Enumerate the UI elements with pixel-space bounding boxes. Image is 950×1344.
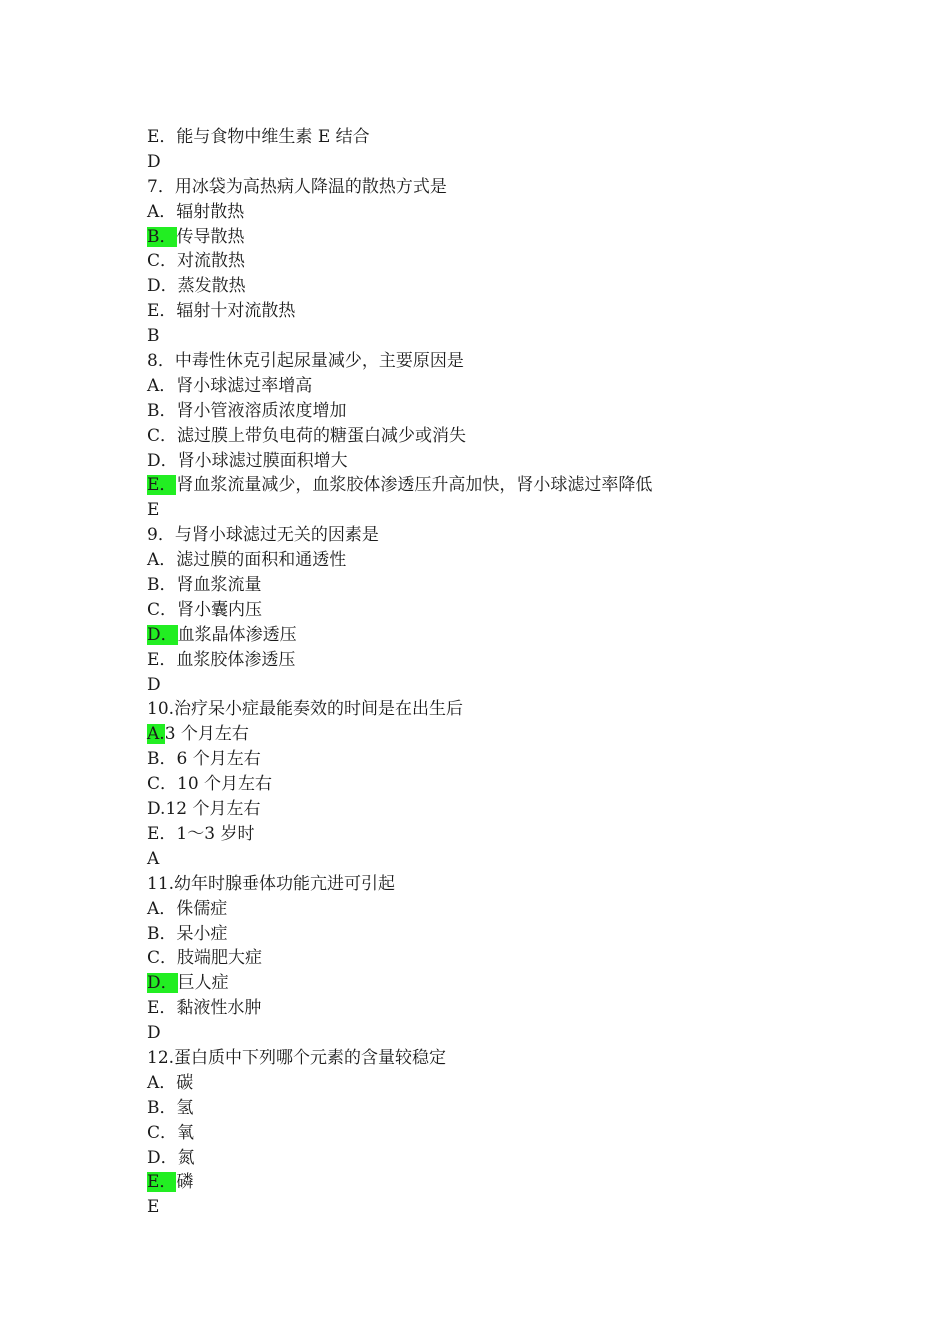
line-text: 用冰袋为高热病人降温的散热方式是 bbox=[174, 176, 447, 197]
line-text: 侏儒症 bbox=[176, 898, 228, 919]
question-line bbox=[147, 648, 907, 673]
option-marker: C． bbox=[147, 251, 178, 272]
highlighted-option-marker: E． bbox=[147, 1172, 177, 1193]
option-marker: B． bbox=[147, 400, 177, 421]
line-text: 辐射散热 bbox=[176, 201, 245, 222]
answer-line bbox=[147, 150, 907, 175]
question-line bbox=[147, 747, 907, 772]
option-marker: A． bbox=[147, 1072, 177, 1093]
option-marker: A． bbox=[147, 201, 177, 222]
line-text: A bbox=[147, 848, 160, 869]
line-text: 1～3 岁时 bbox=[176, 823, 255, 844]
line-text: 蒸发散热 bbox=[177, 276, 246, 297]
option-marker: E． bbox=[147, 301, 177, 322]
highlighted-option-marker: E． bbox=[147, 475, 177, 496]
question-line bbox=[147, 473, 907, 498]
question-line bbox=[147, 1071, 907, 1096]
highlighted-option-marker: D． bbox=[147, 973, 178, 994]
line-text: 肾血浆流量减少，血浆胶体渗透压升高加快，肾小球滤过率降低 bbox=[176, 475, 653, 496]
question-line bbox=[147, 225, 907, 250]
question-line bbox=[147, 249, 907, 274]
line-text: 治疗呆小症最能奏效的时间是在出生后 bbox=[174, 699, 464, 720]
option-marker: 11. bbox=[147, 873, 175, 894]
highlighted-option-marker: D． bbox=[147, 624, 178, 645]
question-line bbox=[147, 772, 907, 797]
option-marker: C． bbox=[147, 425, 178, 446]
option-marker: E． bbox=[147, 127, 177, 147]
answer-line bbox=[147, 1021, 907, 1046]
line-text: D bbox=[147, 674, 161, 695]
question-line bbox=[147, 996, 907, 1021]
option-marker: C． bbox=[147, 774, 178, 795]
question-line bbox=[147, 922, 907, 947]
question-line bbox=[147, 523, 907, 548]
question-line bbox=[147, 1170, 907, 1195]
line-text: 肾小球滤过膜面积增大 bbox=[177, 450, 348, 471]
option-marker: 9． bbox=[147, 525, 175, 546]
line-text: 肢端肥大症 bbox=[177, 948, 263, 969]
question-line bbox=[147, 722, 907, 747]
question-line bbox=[147, 548, 907, 573]
option-marker: A． bbox=[147, 375, 177, 396]
question-line bbox=[147, 374, 907, 399]
line-text: 磷 bbox=[176, 1172, 194, 1193]
option-marker: A． bbox=[147, 898, 177, 919]
document-body bbox=[147, 125, 907, 1220]
line-text: 巨人症 bbox=[177, 973, 229, 994]
option-marker: E． bbox=[147, 823, 177, 844]
line-text: 蛋白质中下列哪个元素的含量较稳定 bbox=[174, 1047, 447, 1068]
question-line bbox=[147, 1146, 907, 1171]
answer-line bbox=[147, 324, 907, 349]
line-text: 与肾小球滤过无关的因素是 bbox=[174, 525, 379, 546]
line-text: 能与食物中维生素 E 结合 bbox=[176, 127, 370, 147]
option-marker: D． bbox=[147, 1147, 178, 1168]
question-line bbox=[147, 175, 907, 200]
line-text: 辐射十对流散热 bbox=[176, 301, 296, 322]
line-text: 碳 bbox=[176, 1072, 194, 1093]
line-text: 6 个月左右 bbox=[176, 749, 261, 770]
option-marker: C． bbox=[147, 1122, 178, 1143]
question-line bbox=[147, 797, 907, 822]
line-text: 氢 bbox=[176, 1097, 194, 1118]
line-text: E bbox=[147, 1197, 160, 1218]
line-text: D bbox=[147, 151, 161, 172]
highlighted-option-marker: A. bbox=[147, 724, 165, 745]
option-marker: B． bbox=[147, 923, 177, 944]
line-text: 氧 bbox=[177, 1122, 195, 1143]
question-line bbox=[147, 299, 907, 324]
line-text: B bbox=[147, 326, 160, 347]
line-text: 传导散热 bbox=[176, 226, 245, 247]
line-text: 对流散热 bbox=[177, 251, 246, 272]
option-marker: C． bbox=[147, 599, 178, 620]
question-line bbox=[147, 274, 907, 299]
question-line bbox=[147, 573, 907, 598]
option-marker: C． bbox=[147, 948, 178, 969]
line-text: 血浆晶体渗透压 bbox=[177, 624, 297, 645]
question-line bbox=[147, 897, 907, 922]
option-marker: A． bbox=[147, 550, 177, 571]
question-line bbox=[147, 872, 907, 897]
answer-line bbox=[147, 498, 907, 523]
line-text: 10 个月左右 bbox=[177, 774, 273, 795]
question-line bbox=[147, 399, 907, 424]
line-text: 肾血浆流量 bbox=[176, 575, 262, 596]
option-marker: E． bbox=[147, 649, 177, 670]
question-line bbox=[147, 424, 907, 449]
line-text: E bbox=[147, 500, 160, 521]
option-marker: B． bbox=[147, 1097, 177, 1118]
answer-line bbox=[147, 847, 907, 872]
line-text: 12 个月左右 bbox=[165, 799, 261, 820]
question-line bbox=[147, 946, 907, 971]
option-marker: B． bbox=[147, 749, 177, 770]
line-text: 滤过膜上带负电荷的糖蛋白减少或消失 bbox=[177, 425, 467, 446]
option-marker: D． bbox=[147, 450, 178, 471]
question-line bbox=[147, 697, 907, 722]
question-line bbox=[147, 971, 907, 996]
option-marker: E． bbox=[147, 998, 177, 1019]
question-line bbox=[147, 1096, 907, 1121]
option-marker: B． bbox=[147, 575, 177, 596]
question-line bbox=[147, 1121, 907, 1146]
highlighted-option-marker: B． bbox=[147, 226, 177, 247]
question-line bbox=[147, 200, 907, 225]
option-marker: 12. bbox=[147, 1047, 175, 1068]
line-text: 3 个月左右 bbox=[164, 724, 249, 745]
question-line bbox=[147, 349, 907, 374]
question-line bbox=[147, 598, 907, 623]
line-text: 肾小球滤过率增高 bbox=[176, 375, 313, 396]
line-text: 肾小囊内压 bbox=[177, 599, 263, 620]
question-line bbox=[147, 125, 907, 150]
line-text: 滤过膜的面积和通透性 bbox=[176, 550, 347, 571]
line-text: 肾小管液溶质浓度增加 bbox=[176, 400, 347, 421]
option-marker: D. bbox=[147, 799, 166, 820]
question-line bbox=[147, 822, 907, 847]
line-text: 氮 bbox=[177, 1147, 195, 1168]
question-line bbox=[147, 449, 907, 474]
question-line bbox=[147, 623, 907, 648]
line-text: 血浆胶体渗透压 bbox=[176, 649, 296, 670]
option-marker: 10. bbox=[147, 699, 175, 720]
answer-line bbox=[147, 1195, 907, 1220]
line-text: 黏液性水肿 bbox=[176, 998, 262, 1019]
answer-line bbox=[147, 673, 907, 698]
line-text: D bbox=[147, 1023, 161, 1044]
question-line bbox=[147, 1046, 907, 1071]
line-text: 呆小症 bbox=[176, 923, 228, 944]
line-text: 幼年时腺垂体功能亢进可引起 bbox=[174, 873, 396, 894]
line-text: 中毒性休克引起尿量减少，主要原因是 bbox=[174, 351, 464, 372]
option-marker: 7． bbox=[147, 176, 175, 197]
option-marker: D． bbox=[147, 276, 178, 297]
option-marker: 8． bbox=[147, 351, 175, 372]
